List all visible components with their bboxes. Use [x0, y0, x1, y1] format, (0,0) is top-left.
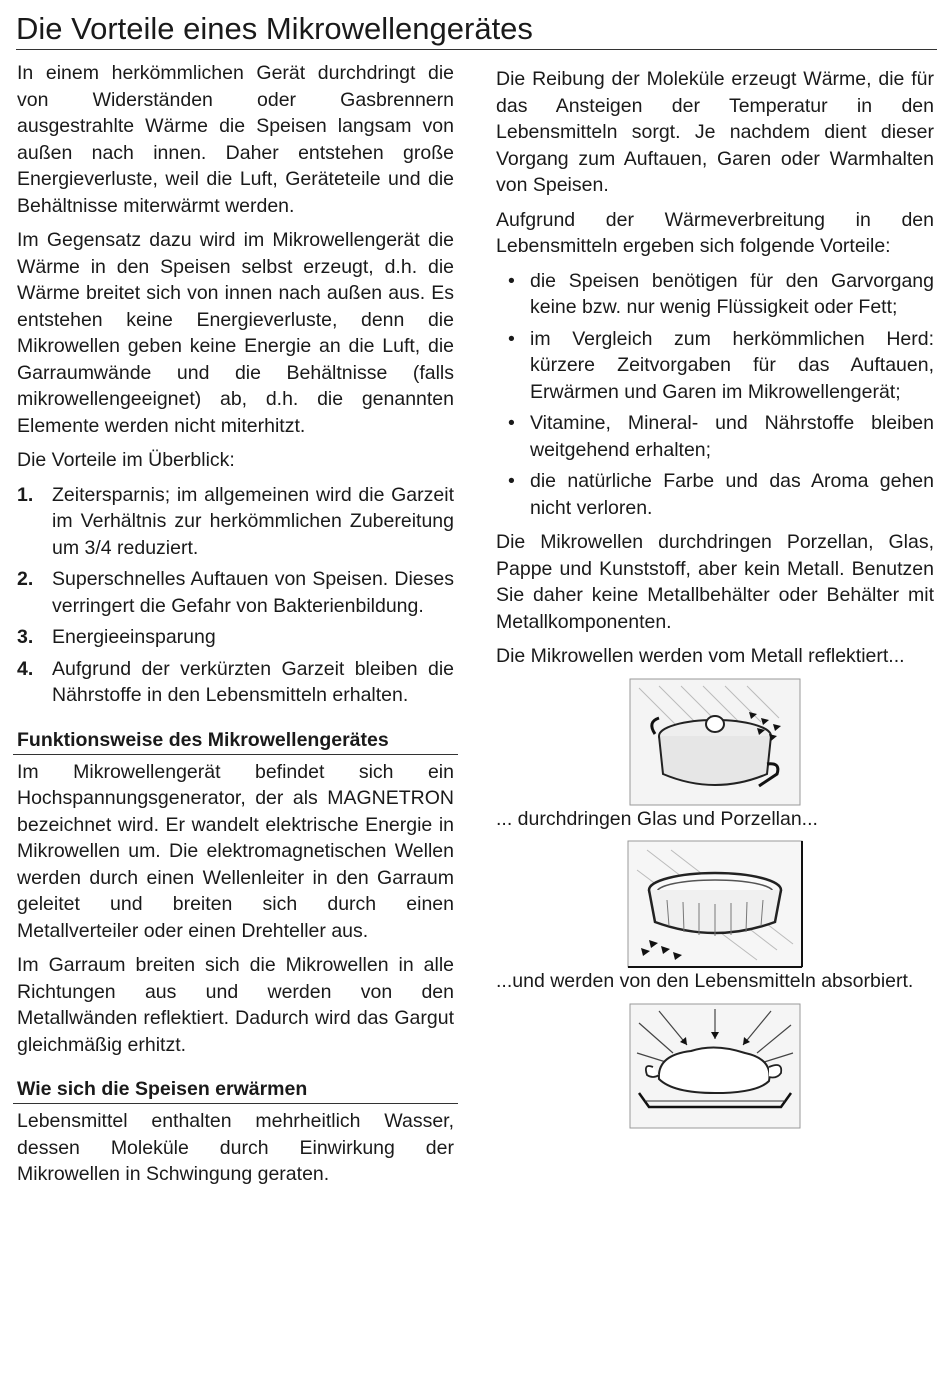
bullet-icon: • [508, 327, 515, 350]
advantages-list [17, 482, 454, 709]
bullet-icon: • [508, 470, 515, 492]
list-number: 2. [17, 568, 34, 590]
benefit-list [496, 268, 934, 522]
list-text: im Vergleich zum herkömmlichen Herd: kürzere Zeitvorgaben für das Auftauen, Erwärmen und Garen im Mikrowellengerät; [530, 327, 934, 403]
glass-caption: ... durchdringen Glas und Porzellan... [496, 807, 818, 830]
page-title: Die Vorteile eines Mikrowellengerätes [16, 10, 937, 50]
section-heading-heating: Wie sich die Speisen erwärmen [13, 1076, 458, 1104]
list-text: Vitamine, Mineral- und Nährstoffe bleiben weitgehend erhalten; [530, 412, 934, 461]
list-item [496, 468, 934, 521]
glass-bowl-penetrate-icon [627, 840, 803, 968]
list-text: Superschnelles Auftauen von Speisen. Dieses verringert die Gefahr von Bakterienbildung. [52, 568, 454, 617]
list-item [496, 268, 934, 321]
list-item [17, 482, 454, 562]
metal-pot-reflect-icon [629, 678, 801, 806]
list-item [496, 326, 934, 406]
list-text: Aufgrund der verkürzten Garzeit bleiben die Nährstoffe in den Lebensmitteln erhalten. [52, 657, 454, 706]
intro-paragraph-1: In einem herkömmlichen Gerät durchdringt die von Widerständen oder Gasbrennern ausgestrahlte Wärme die Speisen langsam von außen nach innen. Daher entstehen große Energieverluste, weil die Luft, Geräteteile und die Behältnisse miterwärmt werden. [17, 62, 454, 217]
function-paragraph-1: Im Mikrowellengerät befindet sich ein Hochspannungsgenerator, der als MAGNETRON bezeichnet wird. Er wandelt elektrische Energie in Mikrowellen um. Die elektromagnetischen Wellen werden durch einen Wellenleiter in den Garraum geleitet und breiten sich durch einen Metallverteiler oder einen Drehteller aus. [17, 760, 454, 942]
materials-paragraph: Die Mikrowellen durchdringen Porzellan, Glas, Pappe und Kunststoff, aber kein Metall. Benutzen Sie daher keine Metallbehälter oder Behälter mit Metallkomponenten. [496, 531, 934, 633]
bullet-icon: • [508, 412, 515, 434]
list-item [496, 410, 934, 463]
list-text: die Speisen benötigen für den Garvorgang keine bzw. nur wenig Flüssigkeit oder Fett; [530, 269, 934, 318]
list-number: 3. [17, 626, 34, 648]
list-item [17, 566, 454, 619]
list-item [17, 656, 454, 709]
heating-paragraph-1: Lebensmittel enthalten mehrheitlich Wasser, dessen Moleküle durch Einwirkung der Mikrowellen in Schwingung geraten. [17, 1110, 454, 1185]
list-item [17, 624, 454, 651]
right-column [496, 66, 934, 1129]
overview-label: Die Vorteile im Überblick: [17, 449, 235, 471]
list-number: 4. [17, 657, 34, 680]
friction-paragraph: Die Reibung der Moleküle erzeugt Wärme, die für das Ansteigen der Temperatur in den Lebensmitteln sorgt. Je nachdem dient dieser Vorgang zum Auftauen, Garen oder Warmhalten von Speisen. [496, 68, 934, 196]
roast-absorb-icon [629, 1003, 801, 1129]
list-text: Energieeinsparung [52, 626, 216, 648]
distribution-paragraph: Aufgrund der Wärmeverbreitung in den Lebensmitteln ergeben sich folgende Vorteile: [496, 208, 934, 257]
function-paragraph-2: Im Garraum breiten sich die Mikrowellen in alle Richtungen aus und werden von den Metallwänden reflektiert. Dadurch wird das Gargut gleichmäßig erhitzt. [17, 954, 454, 1056]
section-heading-function: Funktionsweise des Mikrowellengerätes [13, 727, 458, 755]
metal-reflect-paragraph: Die Mikrowellen werden vom Metall reflektiert... [496, 645, 905, 667]
list-number: 1. [17, 483, 34, 506]
list-text: Zeitersparnis; im allgemeinen wird die Garzeit im Verhältnis zur herkömmlichen Zubereitung um 3/4 reduziert. [52, 483, 454, 559]
left-column [17, 60, 454, 1196]
intro-paragraph-2: Im Gegensatz dazu wird im Mikrowellengerät die Wärme in den Speisen selbst erzeugt, d.h. die Wärme breitet sich von innen nach außen aus. Es entstehen keine Energieverluste, denn die Mikrowellen geben keine Energie an die Luft, die Garraumwände und die Behältnisse (falls mikrowellengeeignet) ab, d.h. die genannten Elemente werden nicht miterhitzt. [17, 229, 454, 437]
food-caption: ...und werden von den Lebensmitteln absorbiert. [496, 970, 914, 992]
list-text: die natürliche Farbe und das Aroma gehen nicht verloren. [530, 470, 934, 519]
bullet-icon: • [508, 269, 515, 292]
